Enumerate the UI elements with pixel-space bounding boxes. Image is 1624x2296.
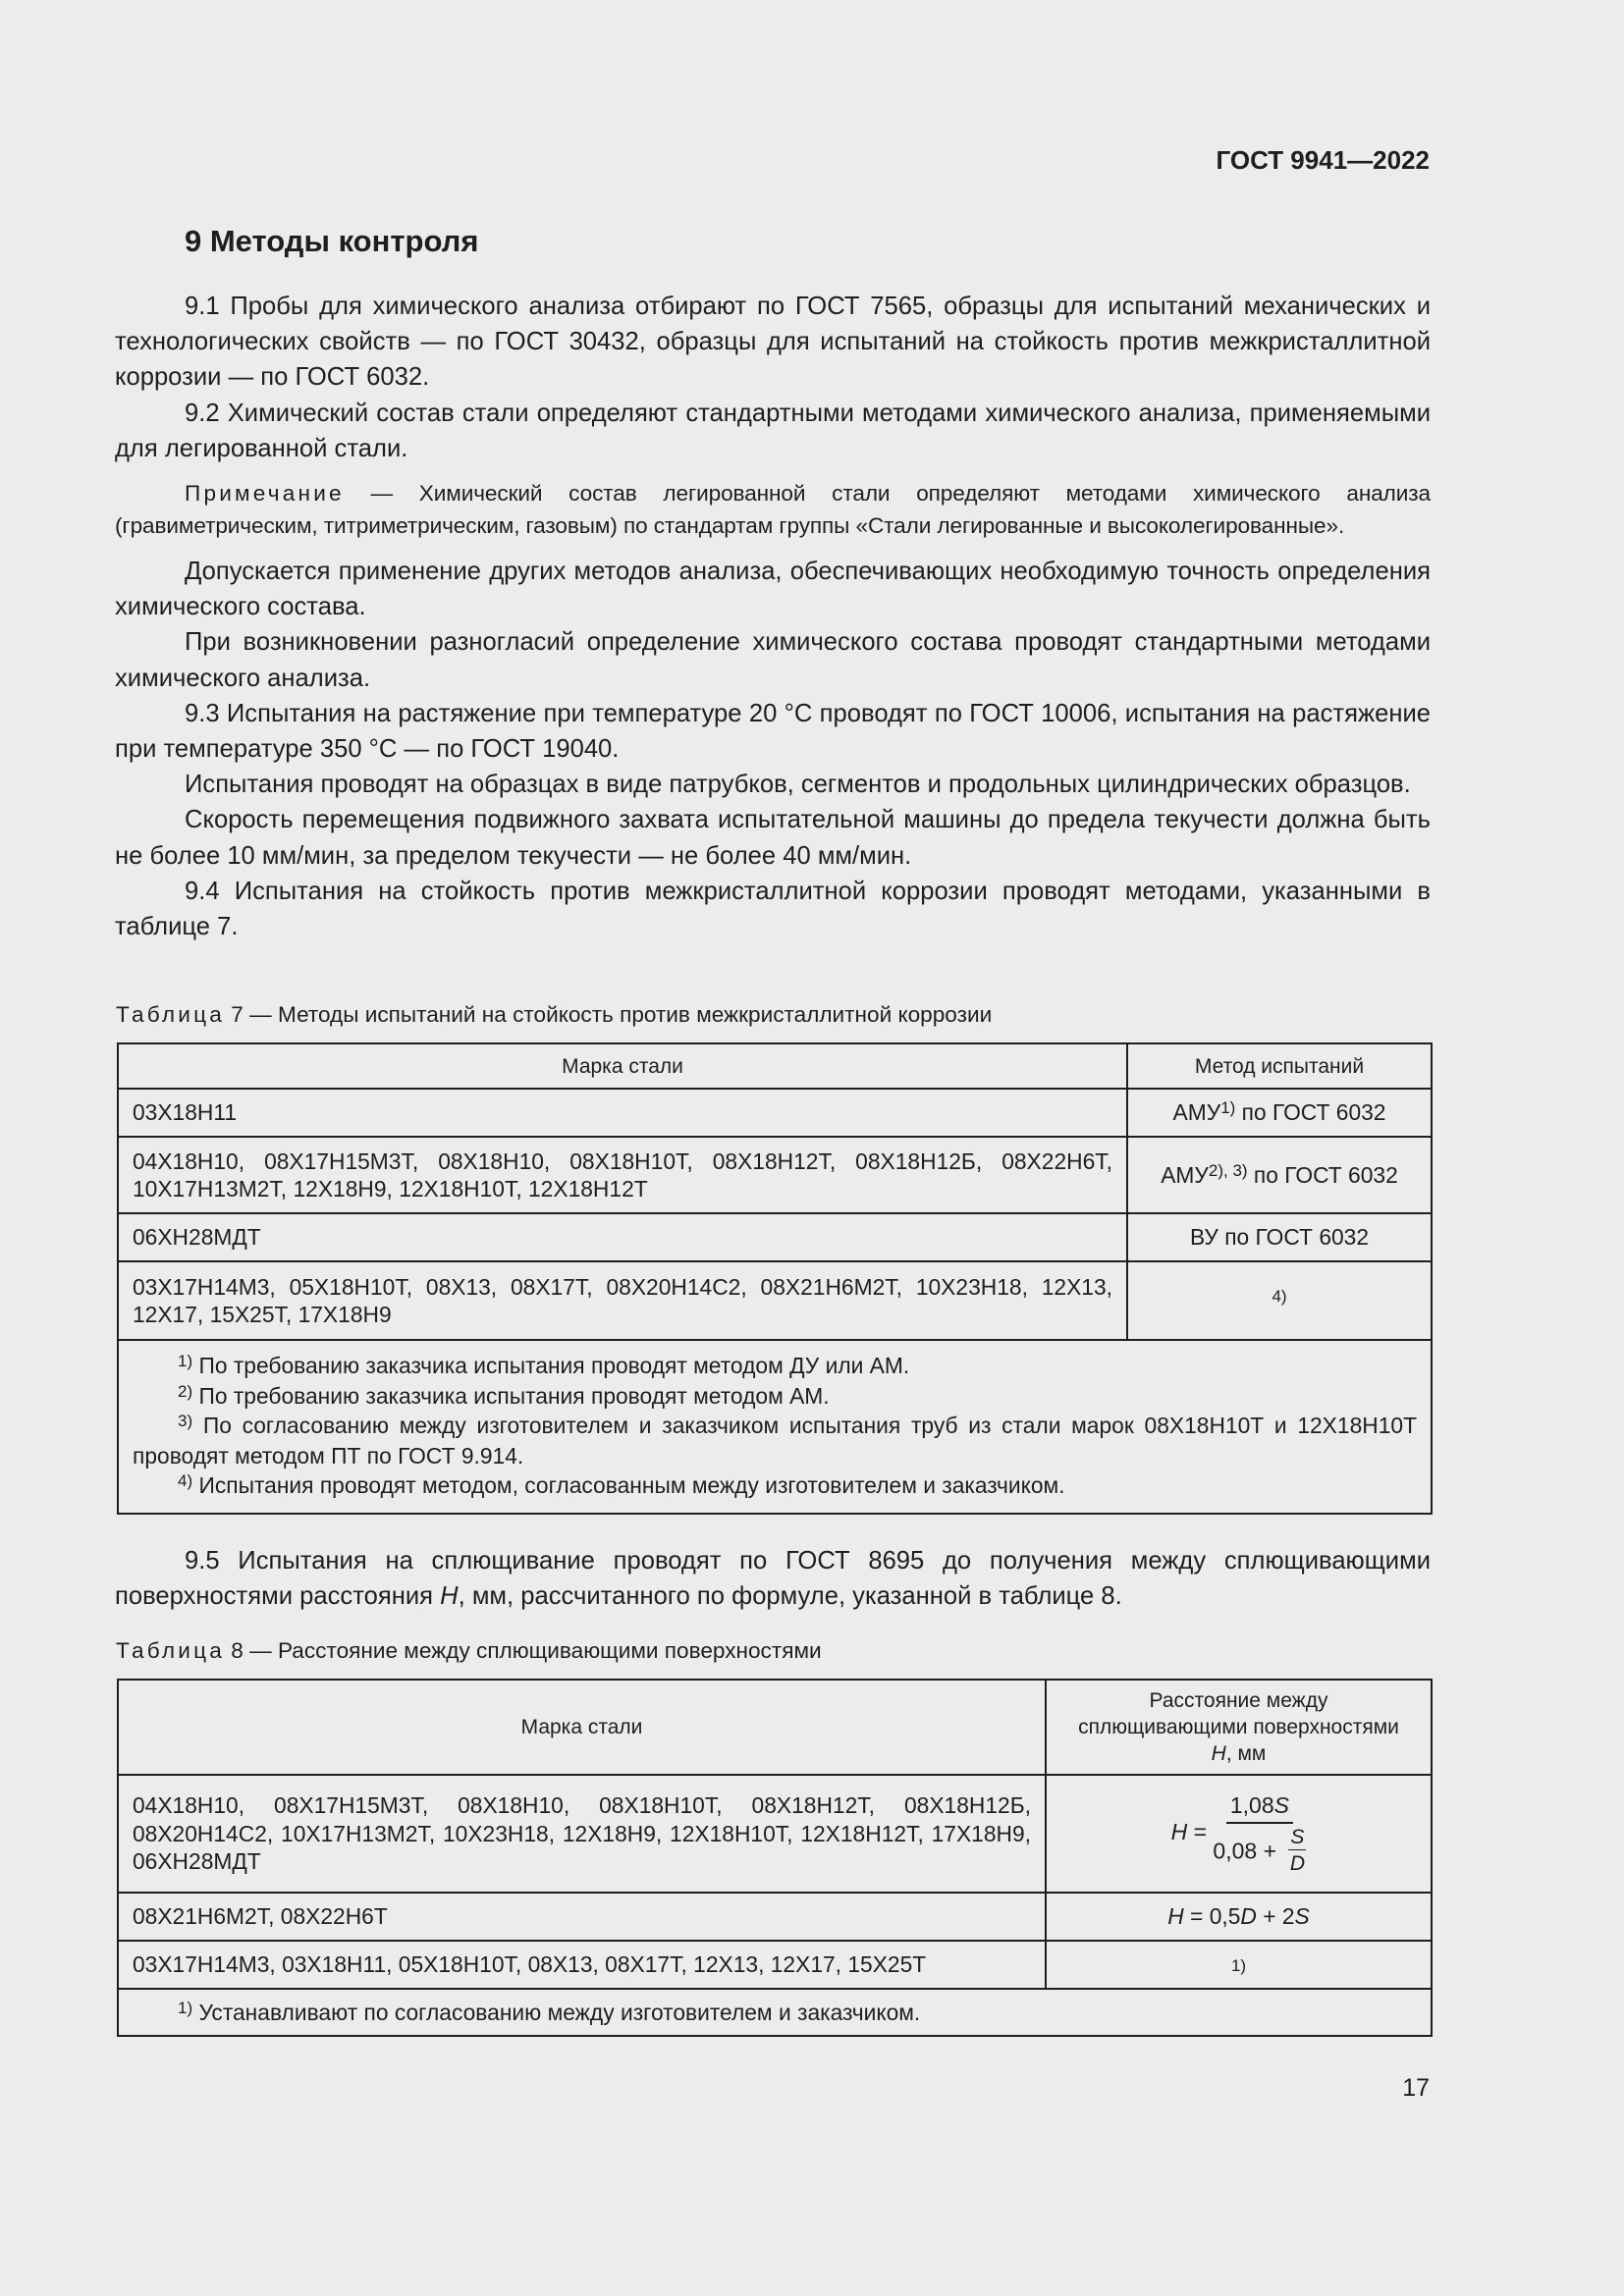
paragraph-9-1: 9.1 Пробы для химического анализа отбирают по ГОСТ 7565, образцы для испытаний механических и технологических свойств — по ГОСТ 30432, образцы для испытаний на стойкость против межкристаллитной коррозии — по ГОСТ 6032. (115, 293, 1431, 392)
note-label: Примечание (185, 481, 345, 507)
method-standard: по ГОСТ 6032 (1247, 1161, 1398, 1188)
table-row (118, 1089, 1432, 1137)
footnote: $^{3)}$ По согласованию между изготовителем и заказчиком испытания труб из стали марок 08Х18Н10Т и 12Х18Н10Т проводят методом ПТ по ГОСТ 9.914. (133, 1412, 1417, 1468)
formula-fraction: H = 1,08S 0,08 + $\frac{S}{D}$ (1170, 1792, 1305, 1875)
method-text: АМУ (1172, 1099, 1221, 1126)
footnote-ref: 2), 3) (1208, 1160, 1248, 1180)
paragraph-9-2: 9.2 Химический состав стали определяют стандартными методами химического анализа, применяемыми для легированной стали. (115, 399, 1431, 462)
table-7-header-method: Метод испытаний (1127, 1043, 1432, 1089)
formula-cell (1046, 1941, 1432, 1989)
footnote: $^{1)}$ Устанавливают по согласованию между изготовителем и заказчиком. (178, 1998, 921, 2025)
paragraph-other-methods: Допускается применение других методов анализа, обеспечивающих необходимую точность определения химического состава. (115, 558, 1431, 621)
table-8-footnotes (118, 1989, 1432, 2036)
document-code: ГОСТ 9941—2022 (1216, 145, 1430, 175)
table-7-grade-cell: 06ХН28МДТ (118, 1213, 1127, 1261)
table-8-grade-cell: 08Х21Н6М2Т, 08Х22Н6Т (118, 1893, 1046, 1941)
section-title: 9 Методы контроля (185, 224, 479, 258)
note-text: — Химический состав легированной стали определяют методами химического анализа (гравиметрическим, титриметрическим, газовым) по стандартам группы «Стали легированные и высоколегированные». (115, 481, 1431, 539)
table-8-header-grade: Марка стали (118, 1680, 1046, 1775)
table-row (118, 1775, 1432, 1893)
paragraph-9-5: 9.5 Испытания на сплющивание проводят по ГОСТ 8695 до получения между сплющивающими поверхностями расстояния H, мм, рассчитанного по формуле, указанной в таблице 8. (115, 1547, 1431, 1611)
table-8-header-distance: Расстояние между сплющивающими поверхностями H, мм (1046, 1680, 1432, 1775)
table-7-grade-cell: 03Х18Н11 (118, 1089, 1127, 1137)
footnote-ref: 1) (1220, 1098, 1236, 1118)
table-7-footnotes (118, 1340, 1432, 1514)
table-7-grade-cell: 03Х17Н14М3, 05Х18Н10Т, 08Х13, 08Х17Т, 08Х20Н14С2, 08Х21Н6М2Т, 10Х23Н18, 12Х13, 12Х17, 15Х25Т, 17Х18Н9 (118, 1261, 1127, 1340)
footnote-ref: 1) (1230, 1956, 1247, 1975)
table-7-method-cell (1127, 1213, 1432, 1261)
table-7-grade-cell: 04Х18Н10, 08Х17Н15М3Т, 08Х18Н10, 08Х18Н10Т, 08Х18Н12Т, 08Х18Н12Б, 08Х22Н6Т, 10Х17Н13М2Т, 12Х18Н9, 12Х18Н10Т, 12Х18Н12Т (118, 1137, 1127, 1213)
table-8-caption-label: Таблица (116, 1638, 225, 1663)
table-7-method-cell (1127, 1089, 1432, 1137)
page-number: 17 (1402, 2074, 1430, 2102)
footnote-ref: 4) (1272, 1287, 1287, 1306)
paragraph-9-3: 9.3 Испытания на растяжение при температуре 20 °С проводят по ГОСТ 10006, испытания на растяжение при температуре 350 °С — по ГОСТ 19040. (115, 699, 1431, 764)
table-8-grade-cell: 04Х18Н10, 08Х17Н15М3Т, 08Х18Н10, 08Х18Н10Т, 08Х18Н12Т, 08Х18Н12Б, 08Х20Н14С2, 10Х17Н13М2Т, 10Х23Н18, 12Х18Н9, 12Х18Н10Т, 12Х18Н12Т, 17Х18Н9, 06ХН28МДТ (118, 1775, 1046, 1893)
section-body (115, 289, 1431, 944)
footnote: $^{1)}$ По требованию заказчика испытания проводят методом ДУ или АМ. (178, 1352, 910, 1378)
paragraph-9-4: 9.4 Испытания на стойкость против межкристаллитной коррозии проводят методами, указанными в таблице 7. (115, 877, 1431, 941)
table-8 (117, 1679, 1433, 2037)
footnote: $^{4)}$ Испытания проводят методом, согласованным между изготовителем и заказчиком. (178, 1471, 1065, 1498)
table-row (118, 1261, 1432, 1340)
method-text: АМУ (1161, 1161, 1209, 1188)
table-7 (117, 1042, 1433, 1515)
table-7-header-row (118, 1043, 1432, 1089)
table-7-footnotes-row (118, 1340, 1432, 1514)
footnote: $^{2)}$ По требованию заказчика испытания проводят методом АМ. (178, 1381, 830, 1409)
table-8-header-row (118, 1680, 1432, 1775)
note (115, 477, 1431, 542)
paragraph-disagreement: При возникновении разногласий определение химического состава проводят стандартными методами химического анализа. (115, 628, 1431, 692)
table-8-caption (116, 1638, 822, 1664)
table-7-header-grade: Марка стали (118, 1043, 1127, 1089)
paragraph-9-5-block (115, 1543, 1431, 1614)
table-8-footnotes-row (118, 1989, 1432, 2036)
table-7-method-cell (1127, 1261, 1432, 1340)
formula-cell (1046, 1775, 1432, 1893)
formula-cell: H = 0,5D + 2S (1046, 1893, 1432, 1941)
table-7-caption-label: Таблица (116, 1002, 225, 1027)
paragraph-speed: Скорость перемещения подвижного захвата испытательной машины до предела текучести должна быть не более 10 мм/мин, за пределом текучести — не более 40 мм/мин. (115, 806, 1431, 870)
table-row (118, 1941, 1432, 1989)
table-7-caption-text: 7 — Методы испытаний на стойкость против межкристаллитной коррозии (225, 1002, 993, 1027)
table-row (118, 1213, 1432, 1261)
table-row (118, 1893, 1432, 1941)
method-text: ВУ по ГОСТ 6032 (1189, 1224, 1370, 1251)
table-7-caption (116, 1002, 992, 1028)
table-7-method-cell (1127, 1137, 1432, 1213)
paragraph-specimens: Испытания проводят на образцах в виде патрубков, сегментов и продольных цилиндрических образцов. (185, 771, 1411, 799)
table-row (118, 1137, 1432, 1213)
table-8-grade-cell: 03Х17Н14М3, 03Х18Н11, 05Х18Н10Т, 08Х13, 08Х17Т, 12Х13, 12Х17, 15Х25Т (118, 1941, 1046, 1989)
method-standard: по ГОСТ 6032 (1235, 1099, 1386, 1126)
table-8-caption-text: 8 — Расстояние между сплющивающими поверхностями (225, 1638, 822, 1663)
